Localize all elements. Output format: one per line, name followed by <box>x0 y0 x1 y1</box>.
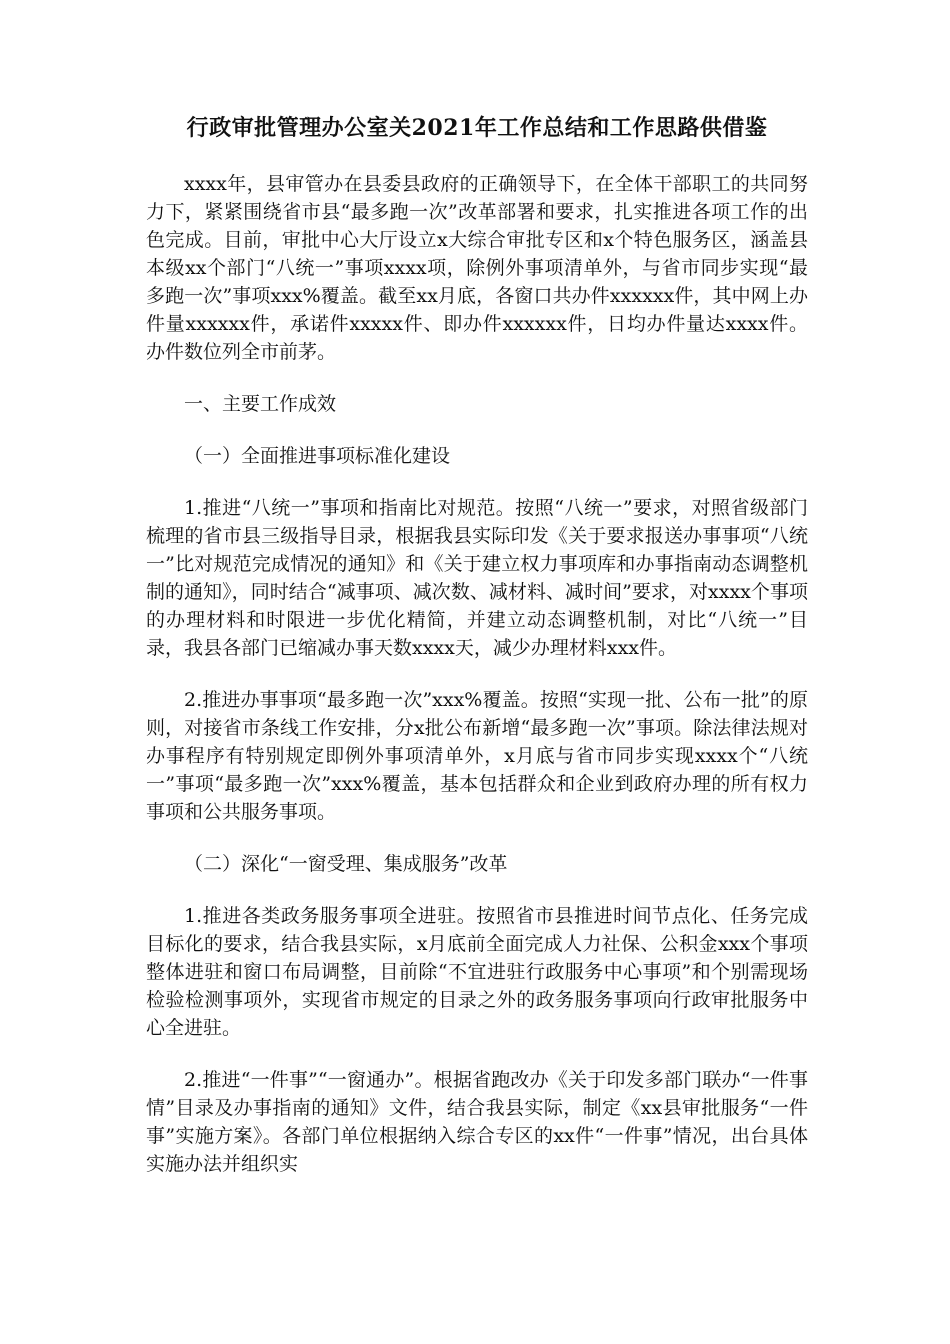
intro-paragraph: xxxx年，县审管办在县委县政府的正确领导下，在全体干部职工的共同努力下，紧紧围绕省市县“最多跑一次”改革部署和要求，扎实推进各项工作的出色完成。目前，审批中心大厅设立x大综合审批专区和x个特色服务区，涵盖县本级xx个部门“八统一”事项xxxx项，除例外事项清单外，与省市同步实现“最多跑一次”事项xxx%覆盖。截至xx月底，各窗口共办件xxxxxx件，其中网上办件量xxxxxx件，承诺件xxxxx件、即办件xxxxxx件，日均办件量达xxxx件。办件数位列全市前茅。 <box>146 173 808 363</box>
subsection-heading-one-window-reform: （二）深化“一窗受理、集成服务”改革 <box>184 853 508 875</box>
paragraph-standardization-item-1: 1.推进“八统一”事项和指南比对规范。按照“八统一”要求，对照省级部门梳理的省市县三级指导目录，根据我县实际印发《关于要求报送办事事项“八统一”比对规范完成情况的通知》和《关于建立权力事项库和办事指南动态调整机制的通知》，同时结合“减事项、减次数、减材料、减时间”要求，对xxxx个事项的办理材料和时限进一步优化精简，并建立动态调整机制，对比“八统一”目录，我县各部门已缩减办事天数xxxx天，减少办理材料xxx件。 <box>146 497 808 659</box>
document-title: 行政审批管理办公室关2021年工作总结和工作思路供借鉴 <box>186 115 768 141</box>
subsection-heading-standardization: （一）全面推进事项标准化建设 <box>184 445 451 467</box>
paragraph-standardization-item-2: 2.推进办事事项“最多跑一次”xxx%覆盖。按照“实现一批、公布一批”的原则，对接省市条线工作安排，分x批公布新增“最多跑一次”事项。除法律法规对办事程序有特别规定即例外事项清单外，x月底与省市同步实现xxxx个“八统一”事项“最多跑一次”xxx%覆盖，基本包括群众和企业到政府办理的所有权力事项和公共服务事项。 <box>146 689 808 823</box>
paragraph-one-window-item-1: 1.推进各类政务服务事项全进驻。按照省市县推进时间节点化、任务完成目标化的要求，结合我县实际，x月底前全面完成人力社保、公积金xxx个事项整体进驻和窗口布局调整，目前除“不宜进驻行政服务中心事项”和个别需现场检验检测事项外，实现省市规定的目录之外的政务服务事项向行政审批服务中心全进驻。 <box>146 905 808 1039</box>
paragraph-one-window-item-2: 2.推进“一件事”“一窗通办”。根据省跑改办《关于印发多部门联办“一件事情”目录及办事指南的通知》文件，结合我县实际，制定《xx县审批服务“一件事”实施方案》。各部门单位根据纳入综合专区的xx件“一件事”情况，出台具体实施办法并组织实 <box>146 1069 808 1175</box>
section-heading-main-achievements: 一、主要工作成效 <box>184 393 337 415</box>
